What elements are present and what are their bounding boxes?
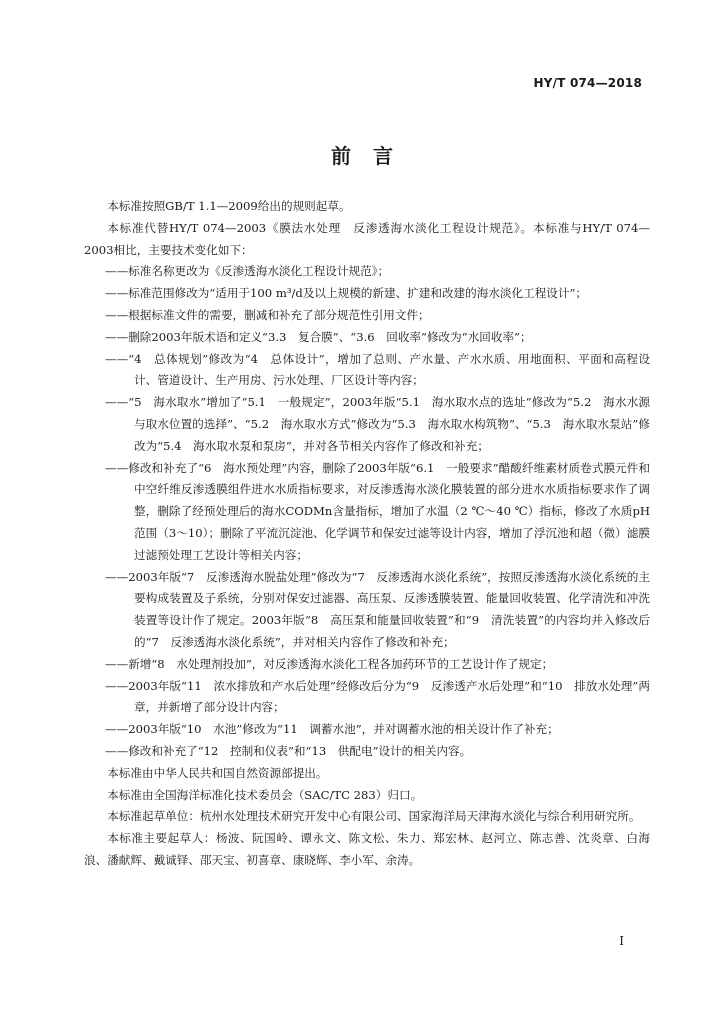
change-item: ——修改和补充了“12 控制和仪表”和“13 供配电”设计的相关内容。 bbox=[105, 743, 472, 758]
closing-paragraph: 本标准起草单位：杭州水处理技术研究开发中心有限公司、国家海洋局天津海水淡化与综合利用研究所。 bbox=[107, 809, 641, 824]
change-item: ——新增“8 水处理剂投加”，对反渗透海水淡化工程各加药环节的工艺设计作了规定； bbox=[105, 656, 554, 671]
change-item: ——根据标准文件的需要，删减和补充了部分规范性引用文件； bbox=[105, 307, 430, 322]
closing-paragraph: 本标准主要起草人：杨波、阮国岭、谭永文、陈文松、朱力、郑宏林、赵河立、陈志善、沈炎章、白海浪、潘献辉、戴诚铎、邵天宝、初喜章、康晓辉、李小军、余涛。 bbox=[84, 831, 650, 867]
standard-number: HY/T 074—2018 bbox=[533, 76, 642, 90]
change-item: ——2003年版“7 反渗透海水脱盐处理”修改为“7 反渗透海水淡化系统”，按照反渗透海水淡化系统的主要构成装置及子系统，分别对保安过滤器、高压泵、反渗透膜装置、能量回收装置、化学清洗和冲洗装置等设计作了规定。2003年版“8 高压泵和能量回收装置”和“9 清洗装置”的内容均并入修改后的“7 反渗透海水淡化系统”，并对相关内容作了修改和补充； bbox=[105, 569, 650, 649]
closing-paragraph: 本标准由全国海洋标准化技术委员会（SAC/TC 283）归口。 bbox=[107, 787, 423, 802]
foreword-body bbox=[84, 196, 650, 872]
change-item: ——修改和补充了“6 海水预处理”内容，删除了2003年版“6.1 一般要求”醋酸纤维素材质卷式膜元件和中空纤维反渗透膜组件进水水质指标要求，对反渗透海水淡化膜装置的部分进水水质指标要求作了调整，删除了经预处理后的海水CODMn含量指标，增加了水温（2 ℃～40 ℃）指标，修改了水质pH范围（3～10）；删除了平流沉淀池、化学调节和保安过滤等设计内容，增加了浮沉池和超（微）滤膜过滤预处理工艺设计等相关内容； bbox=[105, 460, 650, 562]
change-item: ——2003年版“10 水池”修改为“11 调蓄水池”，并对调蓄水池的相关设计作了补充； bbox=[105, 722, 559, 737]
intro-paragraph: 本标准按照GB/T 1.1—2009给出的规则起草。 bbox=[107, 199, 351, 213]
change-item: ——“5 海水取水”增加了“5.1 一般规定”，2003年版“5.1 海水取水点的选址”修改为“5.2 海水水源与取水位置的选择”、“5.2 海水取水方式”修改为“5.3 海水取水构筑物”、“5.3 海水取水泵站”修改为“5.4 海水取水泵和泵房”，并对各节相关内容作了修改和补充； bbox=[105, 395, 650, 453]
change-item: ——删除2003年版术语和定义“3.3 复合膜”、“3.6 回收率”修改为“水回收率”； bbox=[105, 329, 532, 344]
closing-paragraph: 本标准由中华人民共和国自然资源部提出。 bbox=[107, 765, 328, 780]
change-item: ——“4 总体规划”修改为“4 总体设计”，增加了总则、产水量、产水水质、用地面积、平面和高程设计、管道设计、生产用房、污水处理、厂区设计等内容； bbox=[105, 351, 650, 388]
page-title: 前言 bbox=[331, 144, 415, 168]
intro-paragraph: 本标准代替HY/T 074—2003《膜法水处理 反渗透海水淡化工程设计规范》。本标准与HY/T 074—2003相比，主要技术变化如下： bbox=[84, 220, 650, 257]
change-item: ——2003年版“11 浓水排放和产水后处理”经修改后分为“9 反渗透产水后处理”和“10 排放水处理”两章，并新增了部分设计内容； bbox=[105, 678, 650, 715]
change-item: ——标准名称更改为《反渗透海水淡化工程设计规范》； bbox=[105, 264, 390, 279]
page-number: I bbox=[619, 934, 624, 948]
change-item: ——标准范围修改为“适用于100 m³/d及以上规模的新建、扩建和改建的海水淡化工程设计”； bbox=[105, 286, 588, 301]
